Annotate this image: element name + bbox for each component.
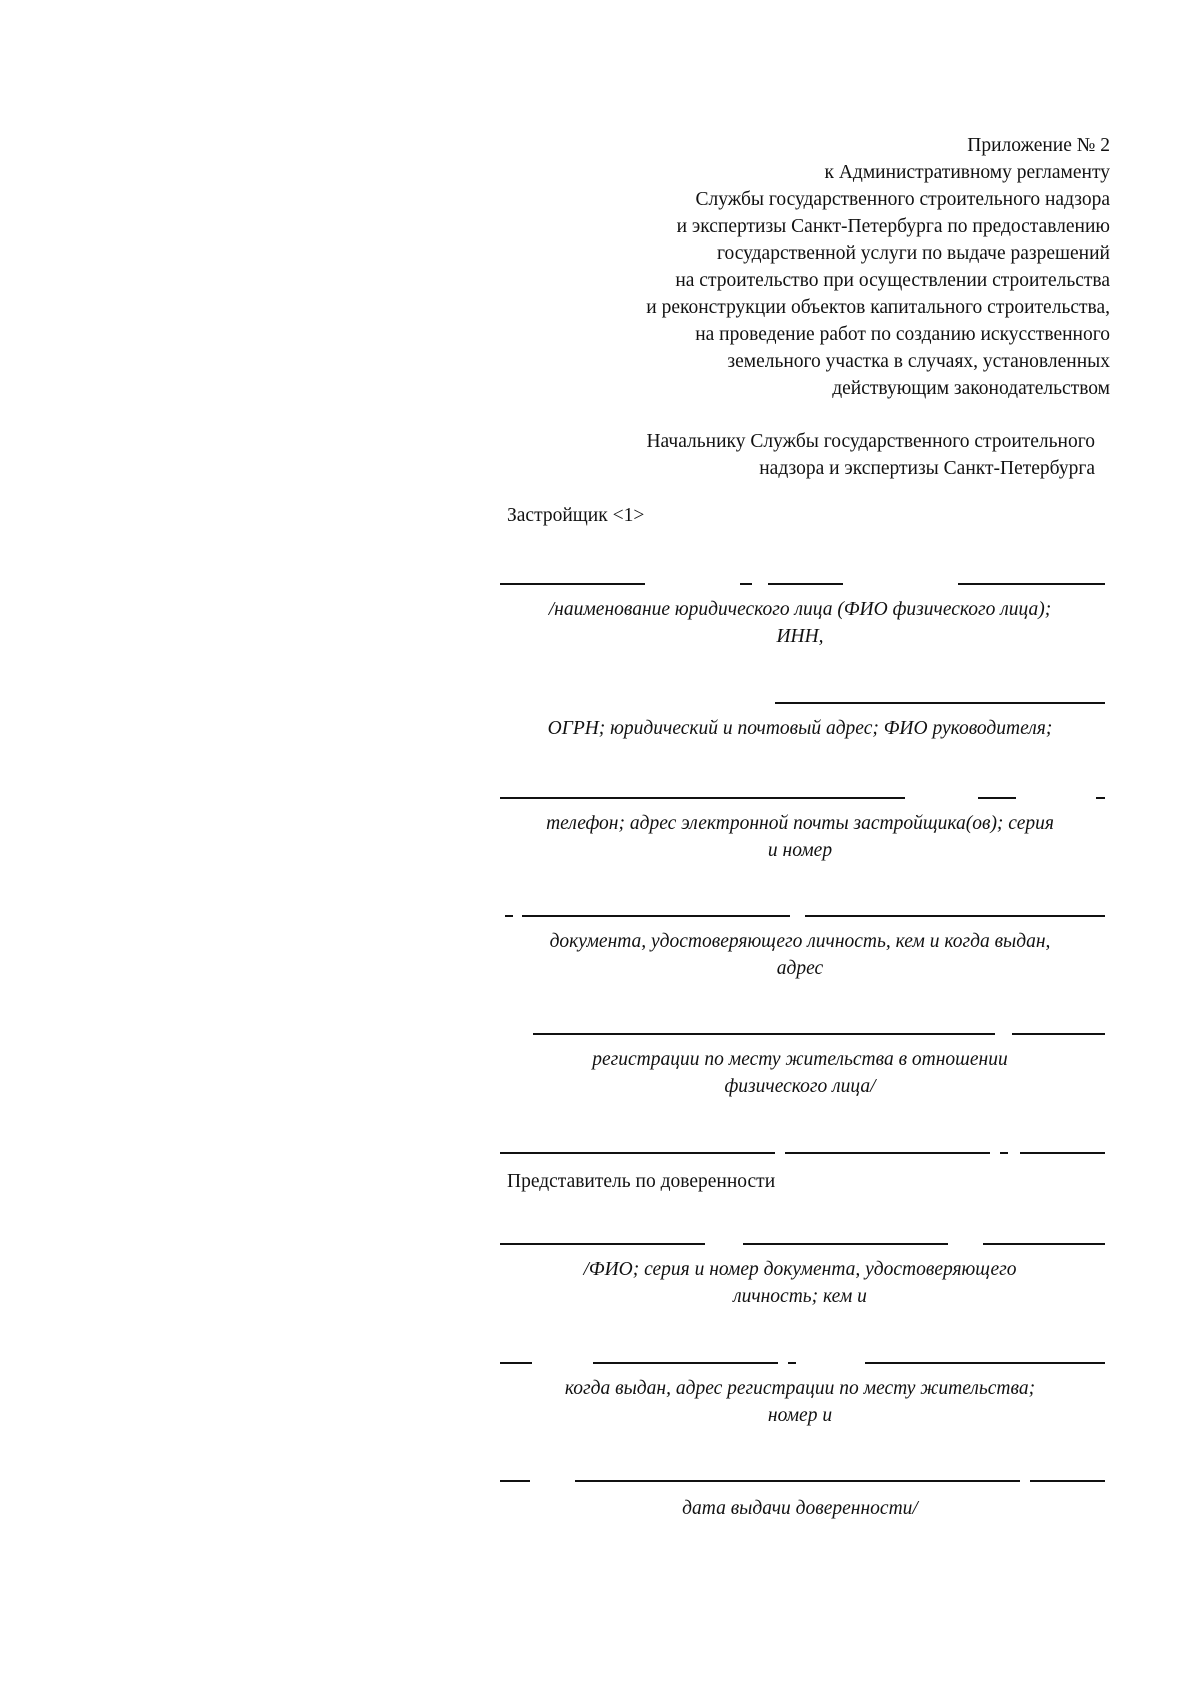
developer-label: Застройщик <1> [507,505,645,526]
addressee-line: надзора и экспертизы Санкт-Петербурга [759,458,1095,479]
appendix-line: к Административному регламенту [824,162,1110,183]
representative-hint-2: когда выдан, адрес регистрации по месту жительства; номер и [564,1378,1036,1426]
developer-hint-4: документа, удостоверяющего личность, кем и когда выдан, адрес [549,931,1051,979]
appendix-line: на строительство при осуществлении строительства [675,270,1110,291]
representative-fill-line-3[interactable] [500,1480,1105,1484]
developer-hint-5: регистрации по месту жительства в отношении физического лица/ [592,1049,1008,1097]
representative-hint-1: /ФИО; серия и номер документа, удостоверяющего личность; кем и [583,1259,1017,1307]
appendix-line: земельного участка в случаях, установленных [727,351,1110,372]
appendix-line: действующим законодательством [832,378,1110,399]
developer-fill-line-5[interactable] [500,1033,1105,1037]
developer-hint-3: телефон; адрес электронной почты застройщика(ов); серия и номер [546,813,1054,861]
appendix-header [550,132,1110,402]
representative-hint-3: дата выдачи доверенности/ [682,1498,918,1519]
developer-fill-line-4[interactable] [500,915,1105,919]
developer-hint-2: ОГРН; юридический и почтовый адрес; ФИО руководителя; [547,718,1053,739]
representative-fill-line-2[interactable] [500,1362,1105,1366]
appendix-line: и экспертизы Санкт-Петербурга по предоставлению [676,216,1110,237]
developer-fill-line-3[interactable] [500,797,1105,801]
representative-fill-line-1[interactable] [500,1243,1105,1247]
developer-fill-line-1[interactable] [500,583,1105,587]
appendix-line: государственной услуги по выдаче разрешений [716,243,1110,264]
appendix-line: на проведение работ по созданию искусственного [695,324,1110,345]
appendix-line: Приложение № 2 [967,135,1110,156]
appendix-line: Службы государственного строительного надзора [695,189,1110,210]
addressee-line: Начальнику Службы государственного строительного [646,431,1095,452]
developer-fill-line-6[interactable] [500,1152,1105,1156]
appendix-line: и реконструкции объектов капитального строительства, [646,297,1110,318]
representative-label: Представитель по доверенности [507,1171,776,1192]
developer-fill-line-2[interactable] [500,702,1105,706]
addressee-block [535,428,1095,482]
developer-hint-1: /наименование юридического лица (ФИО физического лица); ИНН, [548,599,1052,647]
